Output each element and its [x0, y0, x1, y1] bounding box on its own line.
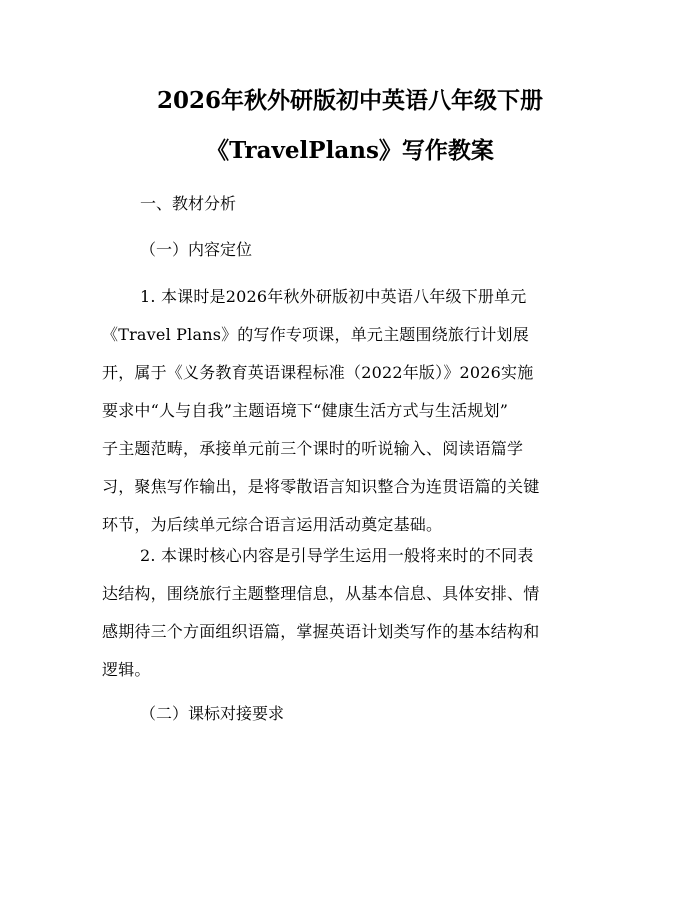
section-heading-textbook-analysis: 一、教材分析 [140, 194, 237, 213]
paragraph-1-line-2: 《Travel Plans》的写作专项课，单元主题围绕旅行计划展 [102, 325, 529, 344]
subsection-heading-curriculum-standards: （二）课标对接要求 [140, 704, 285, 723]
paragraph-2 [102, 545, 602, 697]
paragraph-1-line-3: 开，属于《义务教育英语课程标准（2022年版）》2026实施 [102, 363, 534, 382]
paragraph-1-line-4: 要求中“人与自我”主题语境下“健康生活方式与生活规划” [102, 401, 509, 420]
paragraph-1-line-7: 环节，为后续单元综合语言运用活动奠定基础。 [102, 515, 443, 534]
paragraph-2-line-2: 达结构，围绕旅行主题整理信息，从基本信息、具体安排、情 [102, 584, 540, 603]
paragraph-1-line-5: 子主题范畴，承接单元前三个课时的听说输入、阅读语篇学 [102, 439, 524, 458]
paragraph-2-line-3: 感期待三个方面组织语篇，掌握英语计划类写作的基本结构和 [102, 622, 540, 641]
paragraph-1-line-1: 1. 本课时是2026年秋外研版初中英语八年级下册单元 [140, 287, 527, 306]
subsection-heading-content-positioning: （一）内容定位 [140, 240, 253, 259]
paragraph-1 [102, 286, 602, 552]
paragraph-2-line-1: 2. 本课时核心内容是引导学生运用一般将来时的不同表 [140, 546, 534, 565]
paragraph-1-line-6: 习，聚焦写作输出，是将零散语言知识整合为连贯语篇的关键 [102, 477, 540, 496]
document-title-line-2: 《TravelPlans》写作教案 [206, 137, 494, 164]
paragraph-2-line-4: 逻辑。 [102, 660, 151, 679]
document-title-line-1: 2026年秋外研版初中英语八年级下册 [156, 87, 543, 114]
